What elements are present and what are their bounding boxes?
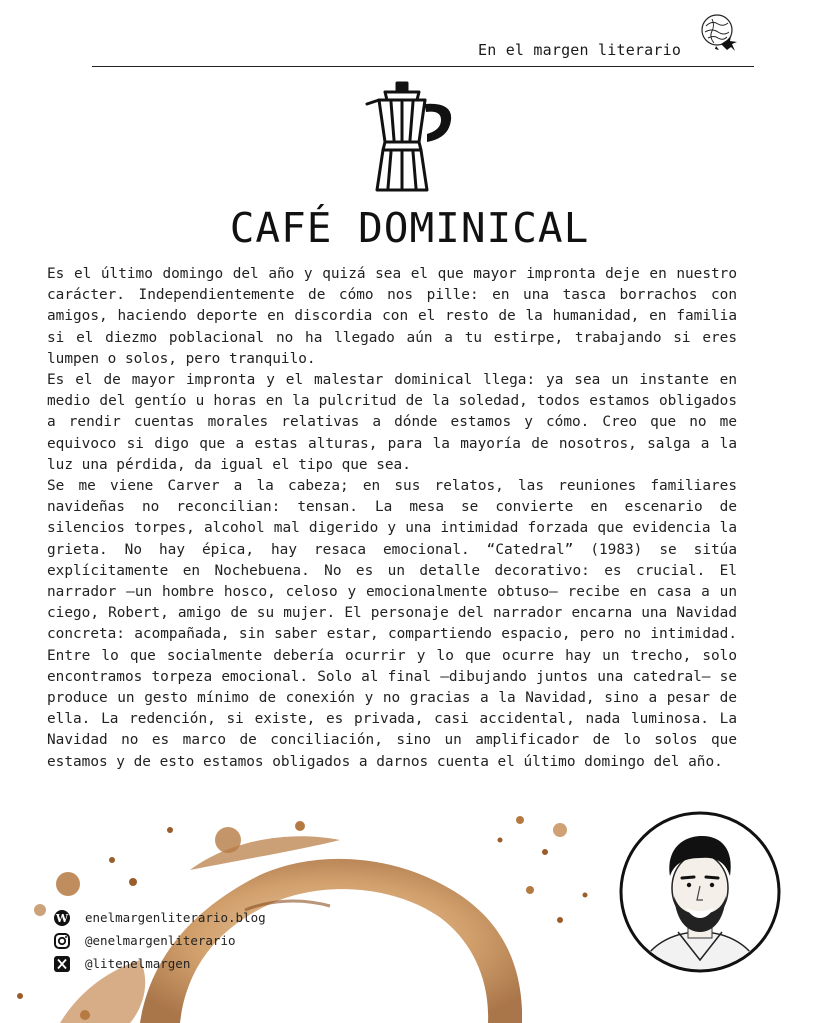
- paragraph: Se me viene Carver a la cabeza; en sus relatos, las reuniones familiares navideñas no reconcilian: tensan. La mesa se convierte en escenario de silencios torpes, alcohol mal digerido y una intimidad forzada que evidencia la grieta. No hay épica, hay resaca emocional. “Catedral” (1983) se sitúa explícitamente en Nochebuena. No es un detalle decorativo: es crucial. El narrador —un hombre hosco, celoso y emocionalmente obtuso— recibe en casa a un ciego, Robert, amigo de su mujer. El personaje del narrador encarna una Navidad concreta: acompañada, sin saber estar, compartiendo espacio, pero no intimidad. Entre lo que socialmente debería ocurrir y lo que ocurre hay un trecho, solo encontramos torpeza emocional. Solo al final —dibujando juntos una catedral— se produce un gesto mínimo de conexión y no gracias a la Navidad, sino a pesar de ella. La redención, si existe, es privada, casi accidental, nada luminosa. La Navidad no es marco de conciliación, sino un amplificador de lo solos que estamos y de esto estamos obligados a darnos cuenta el último domingo del año.: [47, 478, 737, 770]
- paragraph: Es el de mayor impronta y el malestar dominical llega: ya sea un instante en medio del gentío u horas en la pulcritud de la soledad, todos estamos obligados a rendir cuentas morales relativas a dónde estamos y cómo. Creo que no me equivoco si digo que a estas alturas, para la mayoría de nosotros, salga a la luz una pérdida, da igual el tipo que sea.: [47, 372, 737, 473]
- header-title: En el margen literario: [478, 41, 682, 59]
- social-link-x[interactable]: [52, 952, 266, 975]
- header-divider: [92, 66, 754, 67]
- social-links: [52, 906, 266, 975]
- article-body: [47, 264, 737, 773]
- social-link-instagram[interactable]: [52, 929, 266, 952]
- social-link-label: enelmargenliterario.blog: [85, 910, 266, 925]
- svg-text:W: W: [55, 911, 69, 925]
- social-link-label: @enelmargenliterario: [85, 933, 236, 948]
- wordpress-icon: [52, 908, 72, 928]
- paragraph: Es el último domingo del año y quizá sea el que mayor impronta deje en nuestro carácter. Independientemente de cómo nos pille: en una tasca borrachos con amigos, haciendo deporte en discordia con el resto de la humanidad, en familia si el diezmo poblacional no ha llegado aún a tu estirpe, trabajando si eres lumpen o solos, pero tranquilo.: [47, 266, 737, 367]
- logo-icon: [694, 10, 742, 58]
- social-link-label: @litenelmargen: [85, 956, 191, 971]
- moka-pot-icon: [355, 80, 459, 198]
- instagram-icon: [52, 931, 72, 951]
- page-title: CAFÉ DOMINICAL: [229, 204, 590, 252]
- author-avatar: [618, 810, 782, 974]
- social-link-blog[interactable]: [52, 906, 266, 929]
- x-icon: [52, 954, 72, 974]
